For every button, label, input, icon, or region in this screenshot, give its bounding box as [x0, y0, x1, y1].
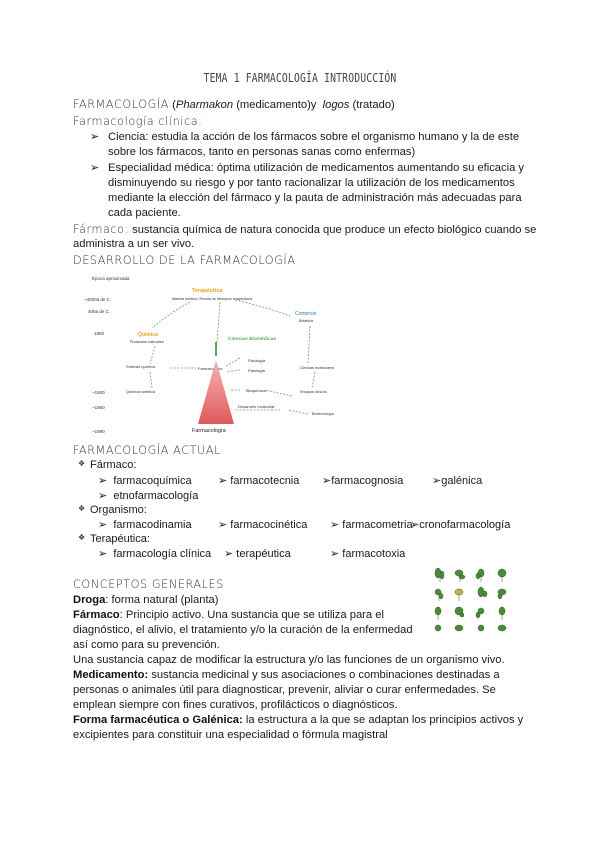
concept-text: galénica: [441, 475, 483, 487]
forma-definition: [73, 713, 523, 728]
concept-text: etnofarmacología: [113, 490, 199, 502]
biotecnologia-label: Biotecnología: [312, 412, 334, 416]
concept-row: [98, 518, 510, 531]
farmaco-concept-text: : Principio activo. Una sustancia que se utiliza para el: [119, 609, 384, 621]
group-label: ❖ Terapéutica:: [78, 533, 150, 545]
concept-item: ➢ farmacocinética: [218, 519, 308, 531]
medicamento-label: Medicamento:: [73, 669, 149, 681]
droga-definition: [73, 593, 219, 608]
group-label: ❖ Fármaco:: [78, 459, 137, 471]
farmaco-label: Fármaco:: [73, 223, 129, 236]
group-label: ❖ Organismo:: [78, 504, 147, 516]
concept-text: farmacocinética: [230, 519, 308, 531]
logos-word: logos: [322, 99, 350, 111]
medicamento-definition: [73, 668, 500, 683]
desarrollo-label: Desarrollo molecular: [238, 404, 275, 409]
page-title: TEMA 1 FARMACOLOGÍA INTRODUCCIÓN: [203, 70, 397, 85]
concept-item: ➢ farmacología clínica: [98, 548, 212, 560]
forma-label: Forma farmacéutica o Galénica:: [73, 714, 243, 726]
clinica-label: Farmacología clínica:: [73, 115, 203, 128]
patologia-label: Patología: [248, 368, 265, 373]
group-label-text: Organismo:: [90, 504, 147, 516]
droga-text: : forma natural (planta): [105, 594, 219, 606]
list-item-cont: sobre los fármacos, tanto en personas sanas como enfermas): [108, 146, 416, 158]
concept-item: ➢ farmacometria: [330, 519, 413, 531]
farmacologia-development-diagram: [80, 268, 350, 438]
concept-row: [98, 474, 512, 487]
farmaco-concept-label: Fármaco: [73, 609, 120, 621]
forma-text: la estructura a la que se adaptan los principios activos y: [242, 714, 524, 726]
farmacologia-diagram-label: Farmacología: [192, 428, 226, 434]
droga-label: Droga: [73, 594, 106, 606]
list-item: ➢ Especialidad médica: óptima utilización de medicamentos aumentando su eficacia y: [90, 162, 525, 174]
comercio-label: Comercio: [295, 311, 317, 317]
pharmakon-meaning: (medicamento)y: [236, 99, 317, 111]
sintesis-label: Síntesis química: [126, 364, 156, 369]
concept-text: cronofarmacología: [419, 519, 511, 531]
concept-text: farmacognosia: [331, 475, 404, 487]
farmaco-definition: [73, 222, 536, 238]
date-label: 400a de C.: [88, 309, 111, 314]
quimica-sub: Productos naturales: [130, 340, 164, 344]
logos-meaning: (tratado): [352, 99, 395, 111]
medicamento-text-cont: personas o animales útil para diagnosticar, prevenir, aliviar o curar enfermedades. Se: [73, 684, 496, 696]
concept-row: [98, 489, 198, 502]
ciencias-moleculares-label: Ciencias moleculares: [300, 366, 335, 370]
forma-text-cont: excipientes para constituir una especialidad o fórmula magistral: [73, 729, 388, 741]
quimica-sintetica-label: Química sintética: [126, 390, 156, 394]
farmacologia-small-label: Farmacología: [198, 366, 223, 371]
concept-text: farmacotoxia: [342, 548, 406, 560]
concept-text: farmacodinamia: [113, 519, 192, 531]
concept-item: ➢farmacognosia: [322, 475, 404, 487]
concept-item: ➢cronofarmacología: [410, 519, 511, 531]
farmaco-concept-extra: Una sustancia capaz de modificar la estructura y/o las funciones de un organismo vivo.: [73, 654, 505, 666]
date-label: ~1950: [92, 405, 105, 410]
farmaco-text-cont: administra a un ser vivo.: [73, 238, 195, 250]
farmaco-concept-cont: diagnóstico, el alivio, el tratamiento y/o la curación de la enfermedad: [73, 624, 413, 636]
concept-item: ➢ terapéutica: [224, 548, 291, 560]
quimica-label: Química: [138, 332, 158, 338]
desarrollo-heading: DESARROLLO DE LA FARMACOLOGÍA: [73, 254, 296, 267]
epoch-label: Época aproximada: [92, 276, 130, 281]
concept-item: ➢ etnofarmacología: [98, 490, 199, 502]
concept-item: ➢ farmacotecnia: [218, 475, 300, 487]
conceptos-heading: CONCEPTOS GENERALES: [73, 578, 224, 591]
farmacologia-head: FARMACOLOGÍA: [73, 98, 170, 111]
date-label: 1800: [94, 331, 105, 336]
medicamento-text: sustancia medicinal y sus asociaciones o combinaciones destinadas a: [148, 669, 500, 681]
list-item-cont: disminuyendo su riesgo y por tanto racionalizar la utilización de los medicamentos: [108, 177, 515, 189]
diagram-arrows: [150, 300, 315, 414]
farmaco-concept-cont: así como para su prevención.: [73, 639, 220, 651]
farmaco-concept: [73, 608, 384, 623]
list-item-text: Ciencia: estudia la acción de los fármacos sobre el organismo humano y la de este: [108, 131, 520, 143]
list-item: ➢ Ciencia: estudia la acción de los fármacos sobre el organismo humano y la de este: [90, 131, 520, 143]
comercio-sub: Botánica: [299, 319, 313, 323]
pharmakon-word: Pharmakon: [175, 99, 234, 111]
concept-text: farmacología clínica: [113, 548, 212, 560]
actual-heading: FARMACOLOGÍA ACTUAL: [73, 444, 221, 457]
concept-text: terapéutica: [236, 548, 291, 560]
terapeutica-label: Terapéutica: [192, 288, 223, 294]
intro-line: FARMACOLOGÍA (Pharmakon (medicamento)y logos (tratado): [73, 98, 395, 111]
concept-text: farmacometria: [342, 519, 413, 531]
concept-text: farmacoquímica: [113, 475, 192, 487]
bioquimica-label: Bioquímica: [246, 388, 266, 393]
list-item-cont: cada paciente.: [108, 207, 181, 219]
list-item-text: Especialidad médica: óptima utilización de medicamentos aumentando su eficacia y: [108, 162, 525, 174]
concept-item: ➢ farmacoquímica: [98, 475, 192, 487]
medicinal-plants-image: [432, 567, 516, 639]
ensayos-label: Ensayos clínicos: [300, 390, 327, 394]
date-label: ~1990: [92, 429, 105, 434]
concept-item: ➢ farmacodinamia: [98, 519, 192, 531]
ciencias-label: Ciencias Biomédicas: [228, 337, 276, 342]
medicamento-text-cont: emplean siempre con fines curativos, profilácticos o diagnósticos.: [73, 699, 398, 711]
concept-item: ➢galénica: [432, 475, 483, 487]
list-item-cont: mediante la elección del fármaco y la pauta de administración más adecuadas para: [108, 192, 522, 204]
fisiologia-label: Fisiología: [248, 358, 266, 363]
concept-row: [98, 547, 405, 560]
date-label: ~1900: [92, 390, 105, 395]
farmaco-text: sustancia química de natura conocida que produce un efecto biológico cuando se: [132, 224, 537, 236]
concept-text: farmacotecnia: [230, 475, 300, 487]
group-label-text: Fármaco:: [90, 459, 137, 471]
terapeutica-sub: Materia médica / Receta de fármacos terapéuticos: [172, 297, 253, 301]
group-label-text: Terapéutica:: [90, 533, 150, 545]
concept-item: ➢ farmacotoxia: [330, 548, 406, 560]
date-label: ~4000a de C.: [84, 297, 112, 302]
